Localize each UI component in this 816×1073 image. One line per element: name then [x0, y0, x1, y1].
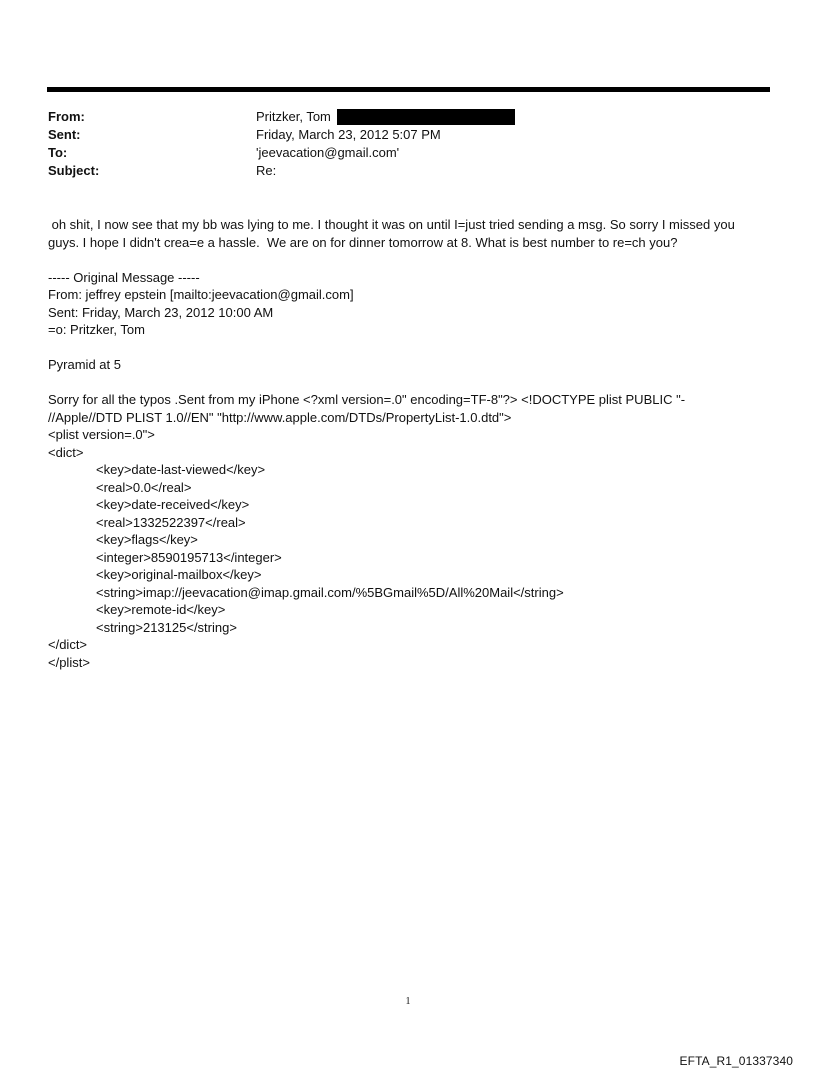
subject-label: Subject:	[48, 163, 100, 178]
body-line: <dict>	[48, 444, 84, 460]
body-line: guys. I hope I didn't crea=e a hassle. We are on for dinner tomorrow at 8. What is best number to re=ch you?	[48, 234, 678, 250]
sent-label: Sent:	[48, 127, 81, 142]
subject-value: Re:	[256, 163, 277, 178]
plist-line: <real>1332522397</real>	[96, 514, 246, 530]
body-line	[48, 374, 770, 392]
body-line: <plist version=.0">	[48, 427, 155, 442]
plist-line: <key>flags</key>	[96, 532, 198, 547]
redaction-block	[337, 109, 515, 125]
plist-line: <integer>8590195713</integer>	[96, 549, 282, 565]
plist-line: <key>original-mailbox</key>	[96, 567, 262, 582]
document-id: EFTA_R1_01337340	[679, 1054, 793, 1068]
to-value: 'jeevacation@gmail.com'	[256, 145, 400, 160]
plist-line: <key>date-last-viewed</key>	[96, 462, 266, 477]
from-row	[48, 108, 768, 126]
email-body	[48, 216, 770, 671]
plist-line: <real>0.0</real>	[96, 479, 192, 495]
body-line: Pyramid at 5	[48, 357, 121, 372]
from-value: Pritzker, Tom	[256, 109, 331, 124]
quoted-sent: Sent: Friday, March 23, 2012 10:00 AM	[48, 304, 274, 320]
plist-line: <string>imap://jeevacation@imap.gmail.com/%5BGmail%5D/All%20Mail</string>	[96, 584, 564, 600]
plist-line: <key>remote-id</key>	[96, 602, 226, 617]
body-line: oh shit, I now see that my bb was lying to me. I thought it was on until I=just tried sending a msg. So sorry I missed you	[48, 217, 735, 232]
plist-close-line: </plist>	[48, 654, 90, 670]
plist-line: <key>date-received</key>	[96, 497, 250, 512]
to-label: To:	[48, 145, 68, 160]
top-rule	[47, 87, 770, 92]
sent-row	[48, 126, 768, 144]
subject-row	[48, 162, 768, 180]
page-number: 1	[405, 996, 411, 1007]
body-line: //Apple//DTD PLIST 1.0//EN" "http://www.apple.com/DTDs/PropertyList-1.0.dtd">	[48, 409, 512, 425]
plist-line: <string>213125</string>	[96, 619, 237, 635]
email-header	[48, 108, 768, 180]
sent-value: Friday, March 23, 2012 5:07 PM	[256, 127, 441, 142]
body-line	[48, 339, 770, 357]
plist-close-line: </dict>	[48, 637, 88, 652]
quoted-from: From: jeffrey epstein [mailto:jeevacation@gmail.com]	[48, 287, 354, 302]
to-row	[48, 144, 768, 162]
body-line	[48, 251, 770, 269]
from-value-wrap	[256, 108, 515, 126]
quoted-to: =o: Pritzker, Tom	[48, 322, 145, 337]
body-line: Sorry for all the typos .Sent from my iPhone <?xml version=.0" encoding=TF-8"?> <!DOCTYPE plist PUBLIC "-	[48, 392, 686, 407]
from-label: From:	[48, 109, 85, 124]
original-message-divider: ----- Original Message -----	[48, 269, 200, 285]
